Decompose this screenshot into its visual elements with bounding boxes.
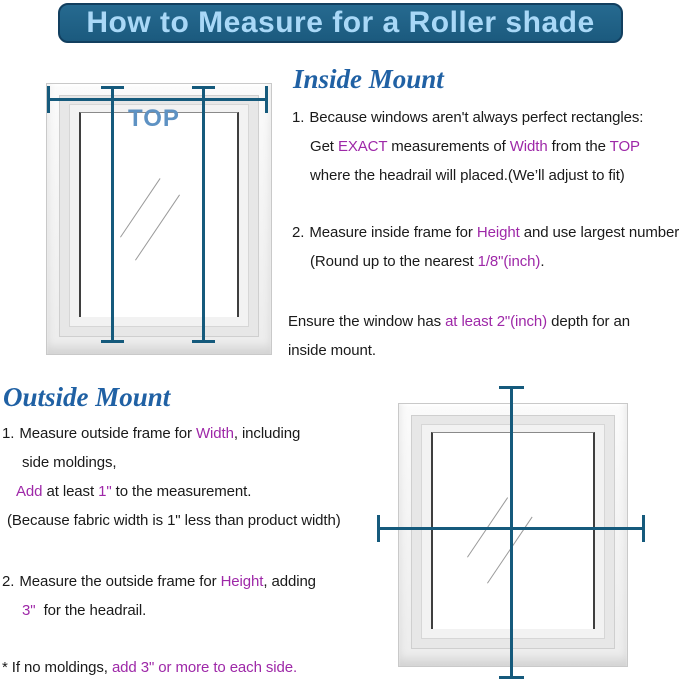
highlight-text: Width: [509, 138, 548, 155]
width-measure-line: [49, 98, 268, 101]
no-moldings-footnote: [2, 653, 297, 682]
inside-mount-heading: Inside Mount: [293, 64, 444, 94]
instruction-text: (Round up to the nearest: [310, 253, 478, 270]
outside-mount-window-illustration: [398, 403, 628, 667]
instruction-text: Ensure the window has: [288, 313, 446, 330]
height-measure-line: [202, 87, 205, 343]
height-measure-cap: [499, 386, 524, 389]
instruction-line: [2, 419, 341, 448]
instruction-text: Get: [310, 138, 338, 155]
instruction-line: [292, 218, 679, 247]
height-measure-cap: [499, 676, 524, 679]
instruction-line: [292, 103, 643, 132]
height-measure-line: [510, 387, 513, 678]
highlight-text: Height: [476, 224, 520, 241]
instruction-line: [2, 477, 341, 506]
top-label: TOP: [128, 105, 180, 132]
width-measure-end-tick: [265, 86, 268, 113]
inside-step-2: [292, 218, 679, 276]
highlight-text: Add: [16, 483, 43, 500]
instruction-text: , adding: [263, 573, 316, 590]
width-measure-line: [378, 527, 644, 530]
width-measure-end-tick: [642, 515, 645, 542]
instruction-text: measurements of: [387, 138, 510, 155]
height-measure-cap: [101, 86, 124, 89]
inside-step-1: [292, 103, 643, 190]
instruction-text: inside mount.: [288, 342, 376, 359]
instruction-text: , including: [233, 425, 301, 442]
instruction-text: Because windows aren't always perfect rectangles:: [309, 109, 644, 126]
page-title: How to Measure for a Roller shade: [86, 6, 595, 39]
list-marker: 1.: [292, 109, 305, 126]
instruction-text: (Because fabric width is 1" less than product width): [7, 512, 341, 529]
instruction-text: where the headrail will placed.(We’ll adjust to fit): [310, 167, 625, 184]
list-marker: 2.: [292, 224, 305, 241]
height-measure-cap: [192, 340, 215, 343]
height-measure-line: [111, 87, 114, 343]
instruction-line: [2, 653, 297, 682]
highlight-text: 3": [22, 602, 36, 619]
instruction-text: for the headrail.: [35, 602, 147, 619]
outside-step-2: [2, 567, 316, 625]
instruction-text: side moldings,: [22, 454, 117, 471]
header-banner: [58, 3, 623, 43]
width-measure-end-tick: [377, 515, 380, 542]
instruction-text: from the: [547, 138, 610, 155]
highlight-text: Height: [220, 573, 264, 590]
instruction-text: Measure inside frame for: [309, 224, 477, 241]
instruction-line: [292, 161, 643, 190]
inside-mount-section: [288, 64, 679, 384]
instruction-text: to the measurement.: [111, 483, 252, 500]
window-glass: [431, 432, 595, 629]
highlight-text: add 3" or more to each side.: [111, 659, 298, 676]
instruction-text: depth for an: [547, 313, 631, 330]
highlight-text: at least 2"(inch): [445, 313, 548, 330]
inside-depth-note: [288, 307, 630, 365]
highlight-text: EXACT: [337, 138, 388, 155]
instruction-text: at least: [42, 483, 99, 500]
instruction-line: [288, 307, 630, 336]
instruction-text: * If no moldings,: [2, 659, 112, 676]
instruction-line: [2, 448, 341, 477]
instruction-text: Measure outside frame for: [19, 425, 196, 442]
instruction-line: [292, 132, 643, 161]
window-glass: [79, 112, 239, 317]
instruction-text: .: [540, 253, 545, 270]
highlight-text: Width: [195, 425, 234, 442]
instruction-text: Measure the outside frame for: [19, 573, 221, 590]
highlight-text: 1": [98, 483, 112, 500]
instruction-line: [292, 247, 679, 276]
height-measure-cap: [192, 86, 215, 89]
instruction-line: [2, 596, 316, 625]
instruction-line: [2, 567, 316, 596]
highlight-text: TOP: [609, 138, 640, 155]
instruction-line: [288, 336, 630, 365]
instruction-text: and use largest number: [519, 224, 679, 241]
outside-mount-heading: Outside Mount: [3, 382, 171, 412]
instruction-line: [2, 506, 341, 535]
height-measure-cap: [101, 340, 124, 343]
inside-mount-window-illustration: [46, 83, 272, 355]
highlight-text: 1/8"(inch): [477, 253, 541, 270]
outside-mount-section: [2, 382, 374, 685]
list-marker: 2.: [2, 573, 15, 590]
outside-step-1: [2, 419, 341, 535]
width-measure-end-tick: [47, 86, 50, 113]
list-marker: 1.: [2, 425, 15, 442]
